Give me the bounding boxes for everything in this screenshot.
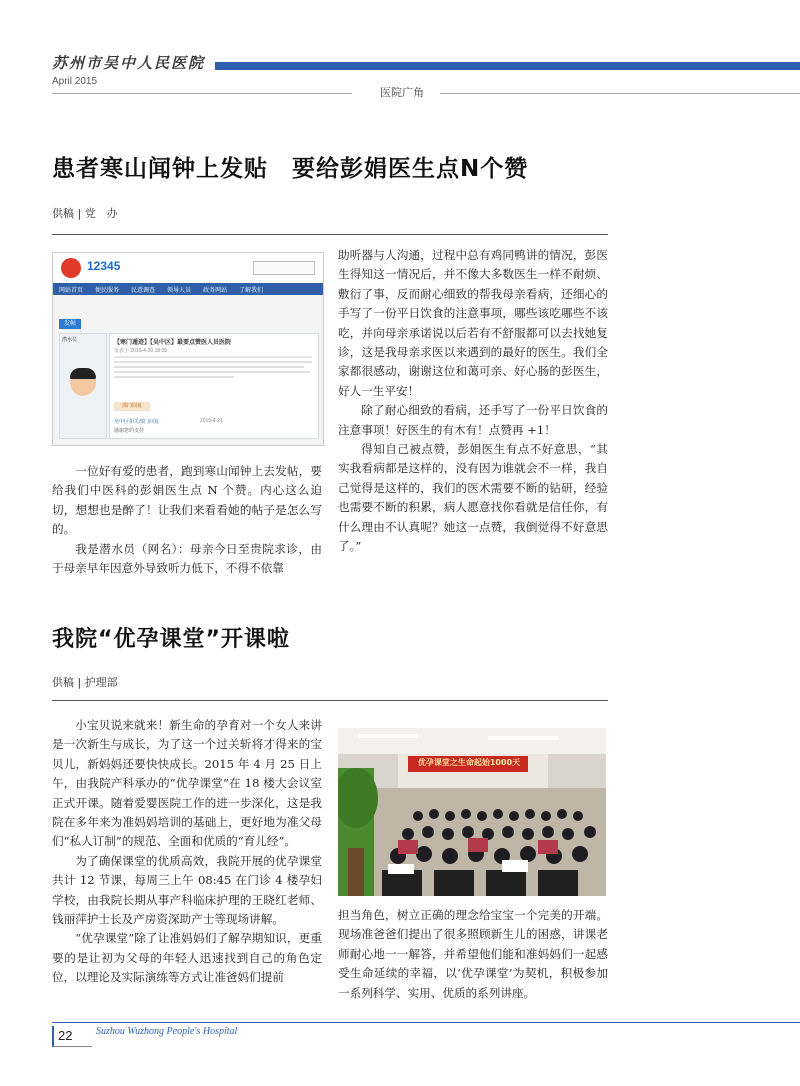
article2-right-column: [338, 906, 608, 1003]
forum-nav-item[interactable]: 民意调查: [131, 288, 156, 294]
forum-screenshot: [52, 252, 324, 446]
forum-reply-footer: 吴中区相关部门回复: [114, 419, 160, 425]
hospital-name-header: 苏州市吴中人民医院: [52, 54, 206, 72]
classroom-photo: [338, 728, 606, 896]
article1-left-column: [52, 462, 322, 578]
footer-hospital-name: Suzhou Wuzhong People's Hospital: [96, 1026, 238, 1037]
paragraph: 得知自己被点赞，彭娟医生有点不好意思，“其实我看病都是这样的，没有因为谁就会不一样，我自己觉得是这样的，我们的医术需要不断的钻研，经验也需要不断的积累，病人愿意找你看就是信任你，有什么理由不认真呢？她这一点赞，我倒觉得不好意思了。”: [338, 442, 608, 554]
article1-title: 患者寒山闻钟上发贴 要给彭娟医生点N个赞: [52, 156, 529, 182]
photo-banner-text: 优孕课堂之生命起始1000天: [417, 758, 521, 767]
paragraph: 助听器与人沟通，过程中总有鸡同鸭讲的情况，彭医生得知这一情况后，并不像大多数医生一样不耐烦、敷衍了事，反而耐心细致的帮我母亲看病，还细心的手写了一份平日饮食的注意事项，哪些该吃哪些不该吃，并向母亲承诺说以后若有不舒服都可以去找她复诊，这是我母亲求医以来遇到的最好的医生。我们全家都很感动，谢谢这位和蔼可亲、好心肠的彭医生，好人一生平安！: [338, 248, 608, 398]
paragraph: 为了确保课堂的优质高效，我院开展的优孕课堂共计 12 节课，每周三上午 08:45 在门诊 4 楼孕妇学校，由我院长期从事产科临床护理的王晓红老师、钱丽萍护士长及产房资深助产士等现场讲解。: [52, 853, 322, 927]
forum-nav-item[interactable]: 领导人员: [167, 288, 192, 294]
article2-rule: [52, 700, 608, 701]
forum-post-title[interactable]: 【寒门遁迹】【吴中区】最要点赞医人员医院: [114, 340, 232, 346]
article2-byline: 供稿 | 护理部: [52, 676, 118, 689]
article1-right-column: [338, 246, 608, 557]
forum-login-box[interactable]: [253, 261, 315, 275]
page-number: 22: [58, 1028, 73, 1043]
forum-header: [53, 253, 323, 283]
forum-nav-item[interactable]: 政务网站: [203, 288, 228, 294]
forum-reply-tab[interactable]: 部门回复: [114, 402, 150, 411]
forum-post-button[interactable]: 发帖: [59, 319, 81, 329]
header-rule-left: [52, 93, 352, 94]
paragraph: 一位好有爱的患者，跑到寒山闻钟上去发帖，要给我们中医科的彭娟医生点 N 个赞。内心这么迫切，想想也是醉了！让我们来看看她的帖子是怎么写的。: [52, 464, 322, 537]
forum-nav: [53, 283, 323, 295]
header-rule-right: [440, 93, 800, 94]
forum-notice: 感谢您的支持: [114, 428, 145, 434]
footer-rule: [52, 1022, 800, 1023]
article1-rule: [52, 234, 608, 235]
paragraph: 我是潜水员（网名）：母亲今日至贵院求诊，由于母亲早年因意外导致听力低下，不得不依靠: [52, 541, 322, 576]
forum-logo-text: 12345: [87, 259, 121, 273]
forum-reply-date: 2015-4-21: [200, 418, 223, 424]
header-accent-band: [215, 62, 800, 70]
forum-post-date: 发表于 2015-4-20 18:05: [114, 348, 168, 354]
forum-nav-item[interactable]: 了解我们: [239, 288, 264, 294]
paragraph: 除了耐心细致的看病，还手写了一份平日饮食的注意事项！好医生的有木有！点赞再 +1！: [338, 403, 608, 437]
issue-date: April 2015: [52, 76, 98, 87]
section-label: 医院广角: [380, 87, 424, 99]
article2-left-column: [52, 716, 322, 988]
article1-byline: 供稿 | 党 办: [52, 207, 118, 220]
forum-post-body: [109, 333, 319, 439]
article2-title: 我院“优孕课堂”开课啦: [52, 627, 290, 652]
paragraph: 小宝贝说来就来！新生命的孕育对一个女人来讲是一次新生与成长，为了这一个过关斩将才得来的宝贝儿，新妈妈还要快快成长。2015 年 4 月 25 日上午，由我院产科承办的“优孕课堂”在 18 楼大会议室正式开课。随着爱婴医院工作的进一步深化，这是我院在多年来为准妈妈培训的基础上，更好地为准父母们“私人订制”的规范、全面和优质的“育儿经”。: [52, 718, 322, 849]
forum-user-panel: [59, 333, 107, 439]
forum-avatar: [70, 368, 96, 396]
paragraph: 担当角色，树立正确的理念给宝宝一个完美的开端。现场准爸爸们提出了很多照顾新生儿的困惑，讲课老师耐心地一一解答，并希望他们能和准妈妈们一起感受生命延续的幸福，以‘优孕课堂’为契机，积极参加一系列科学、实用、优质的系列讲座。: [338, 908, 608, 1000]
forum-logo-icon: [61, 258, 81, 278]
forum-nav-item[interactable]: 网站首页: [59, 288, 84, 294]
paragraph: “优孕课堂”除了让准妈妈们了解孕期知识，更重要的是让初为父母的年轻人迅速找到自己的角色定位，以理论及实际演练等方式让准爸妈们提前: [52, 931, 322, 985]
forum-nav-item[interactable]: 便民服务: [95, 288, 120, 294]
forum-username: 潜水员: [62, 337, 78, 343]
